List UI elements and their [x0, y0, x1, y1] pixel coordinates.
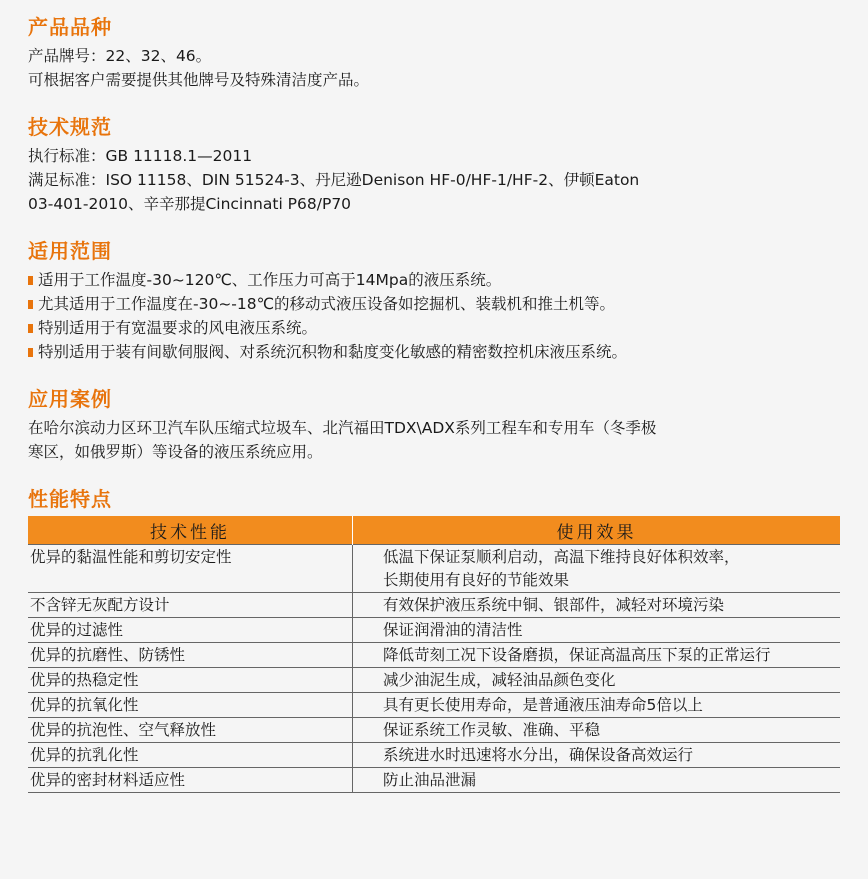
document	[28, 14, 848, 815]
table-row	[28, 643, 840, 668]
effect-cell: 有效保护液压系统中铜、银部件，减轻对环境污染	[353, 593, 841, 618]
feature-cell: 优异的抗泡性、空气释放性	[28, 718, 353, 743]
header-feature: 技术性能	[28, 516, 353, 545]
effect-line: 低温下保证泵顺利启动，高温下维持良好体积效率，	[383, 548, 740, 566]
section-products	[28, 14, 848, 92]
square-bullet-icon	[28, 276, 33, 285]
scope-bullet-item	[28, 316, 848, 340]
feature-cell: 优异的抗乳化性	[28, 743, 353, 768]
section-scope	[28, 238, 848, 364]
square-bullet-icon	[28, 348, 33, 357]
feature-cell: 优异的抗氧化性	[28, 693, 353, 718]
header-effect: 使用效果	[353, 516, 841, 545]
scope-bullet-text: 尤其适用于工作温度在-30~-18℃的移动式液压设备如挖掘机、装载机和推土机等。	[38, 295, 616, 313]
effect-cell: 保证润滑油的清洁性	[353, 618, 841, 643]
scope-bullet-text: 特别适用于装有间歇伺服阀、对系统沉积物和黏度变化敏感的精密数控机床液压系统。	[38, 343, 628, 361]
square-bullet-icon	[28, 324, 33, 333]
square-bullet-icon	[28, 300, 33, 309]
effect-cell	[353, 545, 841, 593]
section-specs	[28, 114, 848, 216]
table-row	[28, 593, 840, 618]
effect-cell: 减少油泥生成，减轻油品颜色变化	[353, 668, 841, 693]
specs-line-meets: 满足标准：ISO 11158、DIN 51524-3、丹尼逊Denison HF-0/HF-1/HF-2、伊顿Eaton	[28, 171, 640, 189]
feature-cell: 优异的热稳定性	[28, 668, 353, 693]
section-title-cases: 应用案例	[28, 387, 112, 411]
scope-bullet-text: 特别适用于有宽温要求的风电液压系统。	[38, 319, 318, 337]
effect-cell: 系统进水时迅速将水分出，确保设备高效运行	[353, 743, 841, 768]
effect-cell: 具有更长使用寿命，是普通液压油寿命5倍以上	[353, 693, 841, 718]
specs-line-standard: 执行标准：GB 11118.1—2011	[28, 147, 253, 165]
table-row	[28, 668, 840, 693]
effect-line: 长期使用有良好的节能效果	[383, 571, 570, 589]
table-row	[28, 618, 840, 643]
table-row	[28, 718, 840, 743]
effect-cell: 防止油品泄漏	[353, 768, 841, 793]
section-title-scope: 适用范围	[28, 239, 112, 263]
scope-bullet-item	[28, 268, 848, 292]
effect-cell: 降低苛刻工况下设备磨损，保证高温高压下泵的正常运行	[353, 643, 841, 668]
feature-cell: 优异的密封材料适应性	[28, 768, 353, 793]
section-title-products: 产品品种	[28, 15, 112, 39]
features-table	[28, 516, 840, 793]
feature-cell: 优异的抗磨性、防锈性	[28, 643, 353, 668]
cases-line-1: 在哈尔滨动力区环卫汽车队压缩式垃圾车、北汽福田TDX\ADX系列工程车和专用车（冬季极	[28, 419, 657, 437]
specs-line-meets-cont: 03-401-2010、辛辛那提Cincinnati P68/P70	[28, 195, 352, 213]
table-row	[28, 693, 840, 718]
cases-line-2: 寒区，如俄罗斯）等设备的液压系统应用。	[28, 443, 323, 461]
table-row	[28, 743, 840, 768]
section-cases	[28, 386, 848, 464]
products-line-grades: 产品牌号：22、32、46。	[28, 47, 212, 65]
section-features	[28, 486, 848, 793]
table-row	[28, 545, 840, 593]
effect-cell: 保证系统工作灵敏、准确、平稳	[353, 718, 841, 743]
feature-cell: 优异的黏温性能和剪切安定性	[28, 545, 353, 593]
products-line-custom: 可根据客户需要提供其他牌号及特殊清洁度产品。	[28, 71, 370, 89]
scope-bullet-item	[28, 340, 848, 364]
features-table-header	[28, 516, 840, 545]
feature-cell: 不含锌无灰配方设计	[28, 593, 353, 618]
scope-bullet-text: 适用于工作温度-30~120℃、工作压力可高于14Mpa的液压系统。	[38, 271, 502, 289]
scope-bullet-item	[28, 292, 848, 316]
section-title-features: 性能特点	[28, 487, 112, 511]
table-row	[28, 768, 840, 793]
section-title-specs: 技术规范	[28, 115, 112, 139]
feature-cell: 优异的过滤性	[28, 618, 353, 643]
